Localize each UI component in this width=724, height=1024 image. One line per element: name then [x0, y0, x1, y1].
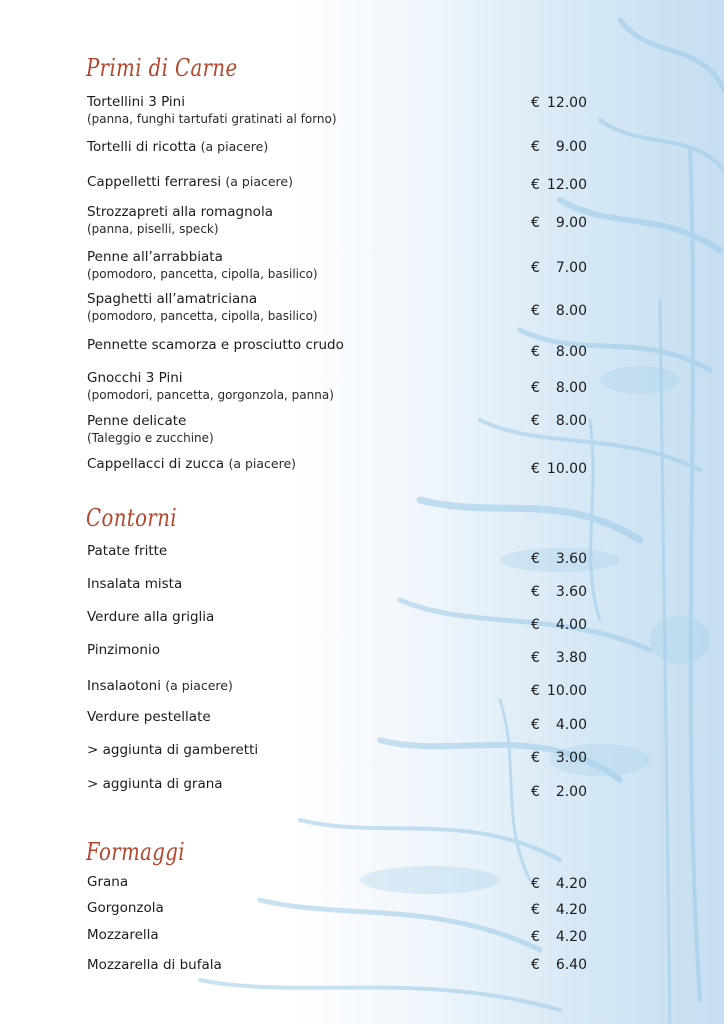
- item-name: Tortellini 3 Pini: [87, 94, 185, 110]
- menu-item: [87, 709, 587, 733]
- item-name: Pennette scamorza e prosciutto crudo: [87, 337, 344, 353]
- item-name: Cappelletti ferraresi (a piacere): [87, 174, 293, 190]
- menu-item: [87, 742, 587, 766]
- menu-item: [87, 957, 587, 974]
- item-description: (Taleggio e zucchine): [87, 431, 214, 445]
- item-name: Mozzarella: [87, 927, 159, 943]
- menu-item: [87, 173, 587, 191]
- item-description: (panna, funghi tartufati gratinati al forno): [87, 112, 337, 126]
- item-name: Insalata mista: [87, 576, 183, 592]
- item-price: € 7.00: [531, 260, 587, 276]
- item-price: € 8.00: [531, 344, 587, 360]
- item-price: € 12.00: [531, 95, 587, 111]
- menu-item: [87, 249, 587, 282]
- item-name: Verdure alla griglia: [87, 609, 215, 625]
- item-description: (pomodori, pancetta, gorgonzola, panna): [87, 388, 334, 402]
- menu-item: [87, 900, 587, 917]
- menu-item: [87, 455, 587, 477]
- section-title-contorni: Contorni: [86, 504, 177, 532]
- item-name: Insalaotoni (a piacere): [87, 678, 233, 694]
- item-description: (pomodoro, pancetta, cipolla, basilico): [87, 267, 318, 281]
- item-name: Tortelli di ricotta (a piacere): [87, 139, 269, 155]
- menu-item: [87, 337, 587, 360]
- item-price: € 10.00: [531, 461, 587, 477]
- item-price: € 4.20: [531, 876, 587, 892]
- item-price: € 8.00: [531, 303, 587, 319]
- menu-item: [87, 94, 587, 127]
- item-name: Penne delicate: [87, 413, 187, 429]
- menu-item: [87, 609, 587, 633]
- menu-item: [87, 291, 587, 324]
- item-price: € 8.00: [531, 380, 587, 396]
- item-name: Strozzapreti alla romagnola: [87, 204, 273, 220]
- item-price: € 10.00: [531, 683, 587, 699]
- item-description: (pomodoro, pancetta, cipolla, basilico): [87, 309, 318, 323]
- item-name: Verdure pestellate: [87, 709, 211, 725]
- item-name: Mozzarella di bufala: [87, 957, 222, 973]
- item-price: € 4.00: [531, 617, 587, 633]
- item-price: € 3.60: [531, 584, 587, 600]
- item-price: € 2.00: [531, 784, 587, 800]
- item-price: € 4.20: [531, 929, 587, 945]
- item-name: Penne all’arrabbiata: [87, 249, 223, 265]
- item-price: € 9.00: [531, 139, 587, 155]
- item-price: € 4.20: [531, 902, 587, 918]
- item-name: Gorgonzola: [87, 900, 164, 916]
- menu-item: [87, 927, 587, 944]
- item-name: Grana: [87, 874, 129, 890]
- item-name: Spaghetti all’amatriciana: [87, 291, 258, 307]
- menu-item: [87, 543, 587, 567]
- item-price: € 6.40: [531, 957, 587, 973]
- menu-item: [87, 677, 587, 699]
- item-name: Patate fritte: [87, 543, 168, 559]
- item-price: € 12.00: [531, 177, 587, 193]
- menu-item: [87, 776, 587, 800]
- item-price: € 3.60: [531, 551, 587, 567]
- menu-item: [87, 576, 587, 600]
- menu-item: [87, 370, 587, 403]
- item-description: (panna, piselli, speck): [87, 222, 219, 236]
- item-price: € 4.00: [531, 717, 587, 733]
- item-price: € 8.00: [531, 413, 587, 429]
- menu-item: [87, 413, 587, 446]
- menu-item: [87, 204, 587, 237]
- item-price: € 3.00: [531, 750, 587, 766]
- item-name: Gnocchi 3 Pini: [87, 370, 183, 386]
- section-title-primi-di-carne: Primi di Carne: [86, 54, 238, 82]
- item-name: Pinzimonio: [87, 642, 160, 658]
- menu-item: [87, 642, 587, 666]
- section-title-formaggi: Formaggi: [86, 838, 186, 866]
- item-price: € 9.00: [531, 215, 587, 231]
- menu-item: [87, 874, 587, 891]
- item-name: > aggiunta di grana: [87, 776, 223, 792]
- menu-item: [87, 138, 587, 156]
- item-name: > aggiunta di gamberetti: [87, 742, 259, 758]
- item-name: Cappellacci di zucca (a piacere): [87, 456, 297, 472]
- item-price: € 3.80: [531, 650, 587, 666]
